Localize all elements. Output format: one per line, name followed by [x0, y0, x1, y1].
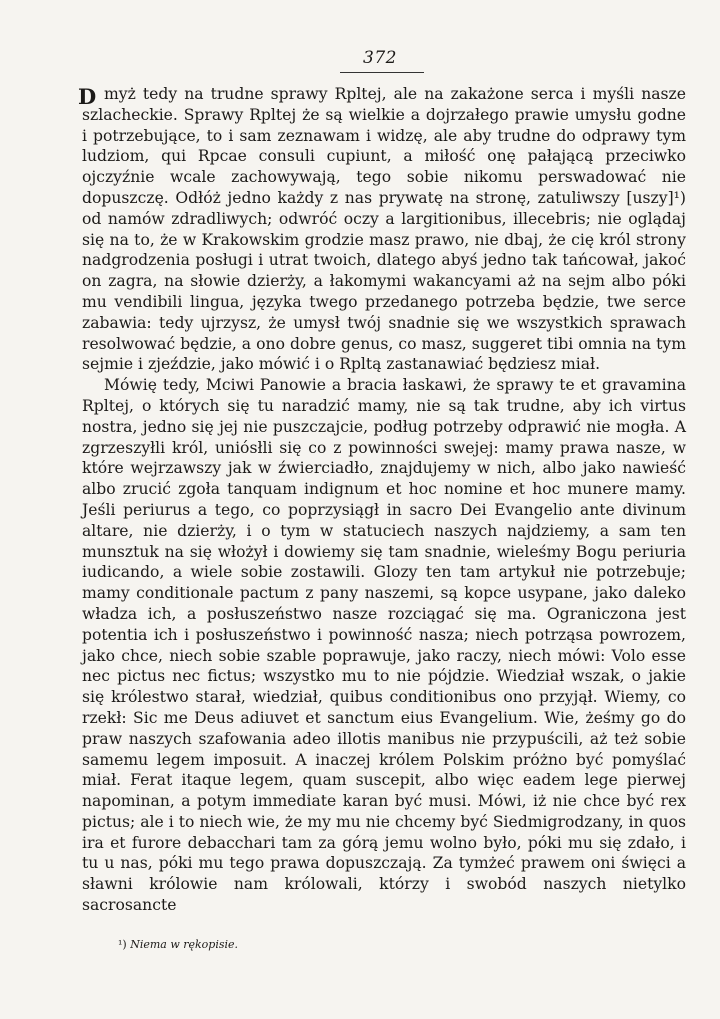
drop-cap: D [78, 84, 97, 109]
body-text [82, 84, 686, 916]
footnote [118, 938, 238, 951]
header-rule [340, 72, 424, 73]
footnote-mark: ¹) [118, 938, 127, 951]
paragraph-2: Mówię tedy, Mciwi Panowie a bracia łaskawi, że sprawy te et gravamina Rpltej, o których się tu naradzić mamy, nie są tak trudne, aby ich virtus nostra, jedno się jej nie puszczajcie, podług potrzeby odprawić nie mogła. A zgrzeszyłli król, uniósłli się co z powinności swejej: mamy prawa nasze, w które wejrzawszy jak w źwierciadło, znajdujemy w nich, albo jako nawieść albo zrucić zgoła tanquam indignum et hoc nomine et hoc munere mamy. Jeśli periurus a tego, co poprzysiągł in sacro Dei Evangelio ante divinum altare, nie dzierży, i o tym w statuciech naszych najdziemy, a sam ten munsztuk na się włożył i dowiemy się tam snadnie, wieleśmy Bogu periuria iudicando, a wiele sobie zostawili. Glozy ten tam artykuł nie potrzebuje; mamy conditionale pactum z pany naszemi, są kopce usypane, jako daleko władza ich, a posłuszeństwo nasze rozciągać się ma. Ograniczona jest potentia ich i posłuszeństwo i powinność nasza; niech potrząsa powrozem, jako chce, niech sobie szable poprawuje, jako raczy, niech mówi: Volo esse nec pictus nec fictus; wszystko mu to nie pójdzie. Wiedział wszak, o jakie się królestwo starał, wiedział, quibus conditionibus ono przyjął. Wiemy, co rzekł: Sic me Deus adiuvet et sanctum eius Evangelium. Wie, żeśmy go do praw naszych szafowania adeo illotis manibus nie przypuścili, aż też sobie samemu legem imposuit. A inaczej królem Polskim próżno być pomyślać miał. Ferat itaque legem, quam suscepit, albo więc eadem lege pierwej napominan, a potym immediate karan być musi. Mówi, iż nie chce być rex pictus; ale i to niech wie, że my mu nie chcemy być Siedmigrodzany, in quos ira et furore debacchari tam za górą jemu wolno było, póki mu się zdało, i tu u nas, póki mu tego prawa dopuszczają. Za tymżeć prawem oni święci a sławni królowie nam królowali, którzy i swobód naszych nietylko sacrosancte [82, 376, 686, 915]
page-number: 372 [363, 48, 397, 68]
paragraph-1 [82, 84, 686, 375]
footnote-text: Niema w rękopisie. [130, 938, 239, 951]
paragraph-1-text: myż tedy na trudne sprawy Rpltej, ale na zakażone serca i myśli nasze szlacheckie. Sprawy Rpltej że są wielkie a dojrzałego prawie umysłu godne i potrzebujące, to i sam zeznawam i widzę, ale aby trudne do odprawy tym ludziom, qui Rpcae consuli cupiunt, a miłość onę pałającą przeciwko ojczyźnie wcale zachowywają, tego sobie nikomu perswadować nie dopuszczę. Odłóż jedno każdy z nas prywatę na stronę, zatuliwszy [uszy]¹) od namów zdradliwych; odwróć oczy a largitionibus, illecebris; nie oglądaj się na to, że w Krakowskim grodzie masz prawo, nie dbaj, że cię król strony nadgrodzenia posługi i utrat twoich, dlatego abyś jedno tak tańcował, jakoć on zagra, na słowie dzierży, a łakomymi wakancyami aż na sejm albo póki mu vendibili lingua, języka twego przedanego potrzeba będzie, twe serce zabawia: tedy ujrzysz, że umysł twój snadnie się we wszystkich sprawach resolwować będzie, a ono dobre genus, co masz, suggeret tibi omnia na tym sejmie i zjeździe, jako mówić i o Rpltą zastanawiać będziesz miał. [82, 85, 686, 374]
